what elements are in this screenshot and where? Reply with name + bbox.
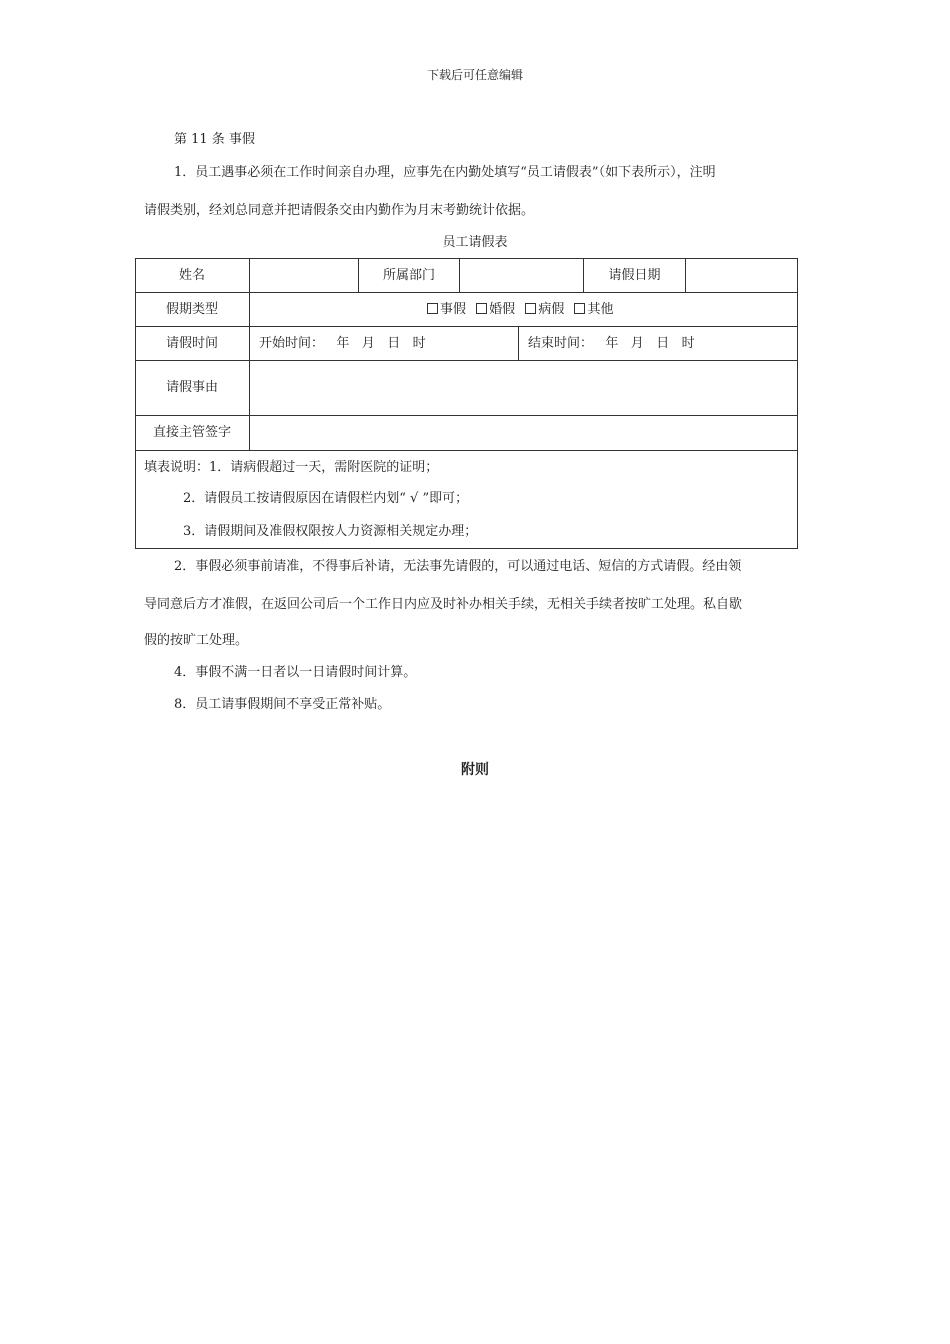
signature-label: 直接主管签字 bbox=[152, 425, 231, 440]
notes-line1: 填表说明：1．请病假超过一天，需附医院的证明； bbox=[144, 460, 439, 475]
para1-line1: 1．员工遇事必须在工作时间亲自办理，应事先在内勤处填写“员工请假表”（如下表所示），注明 bbox=[174, 165, 716, 180]
para1-line2: 请假类别，经刘总同意并把请假条交由内勤作为月末考勤统计依据。 bbox=[144, 203, 535, 218]
type-label: 假期类型 bbox=[165, 302, 218, 317]
para2-line3: 假的按旷工处理。 bbox=[144, 633, 249, 648]
checkbox-icon[interactable] bbox=[574, 303, 585, 314]
checkbox-icon[interactable] bbox=[476, 303, 487, 314]
section-title: 第 11 条 事假 bbox=[174, 132, 255, 147]
reason-label: 请假事由 bbox=[165, 380, 218, 395]
signature-field[interactable] bbox=[250, 416, 797, 450]
notes-line2: 2．请假员工按请假原因在请假栏内划“ √ ”即可； bbox=[183, 491, 469, 506]
leave-request-form bbox=[135, 258, 798, 549]
reason-field[interactable] bbox=[250, 361, 797, 415]
para4: 4．事假不满一日者以一日请假时间计算。 bbox=[174, 665, 417, 680]
option-other[interactable]: 其他 bbox=[574, 302, 613, 317]
dept-label: 所属部门 bbox=[382, 268, 435, 283]
name-label: 姓名 bbox=[178, 268, 205, 283]
date-label: 请假日期 bbox=[608, 268, 661, 283]
checkbox-icon[interactable] bbox=[525, 303, 536, 314]
checkbox-icon[interactable] bbox=[427, 303, 438, 314]
start-time-field[interactable]: 开始时间： 年 月 日 时 bbox=[259, 336, 426, 351]
dept-field[interactable] bbox=[460, 258, 583, 292]
option-marriage[interactable]: 婚假 bbox=[476, 302, 515, 317]
end-time-field[interactable]: 结束时间： 年 月 日 时 bbox=[528, 336, 695, 351]
date-field[interactable] bbox=[686, 258, 797, 292]
form-title: 员工请假表 bbox=[442, 235, 508, 250]
notes-line3: 3．请假期间及准假权限按人力资源相关规定办理； bbox=[183, 524, 478, 539]
appendix-title: 附则 bbox=[461, 762, 489, 778]
para2-line1: 2．事假必须事前请准，不得事后补请，无法事先请假的，可以通过电话、短信的方式请假。经由领 bbox=[174, 559, 742, 574]
para2-line2: 导同意后方才准假，在返回公司后一个工作日内应及时补办相关手续，无相关手续者按旷工处理。私自歇 bbox=[144, 597, 743, 612]
para8: 8．员工请事假期间不享受正常补贴。 bbox=[174, 697, 391, 712]
name-field[interactable] bbox=[250, 258, 358, 292]
type-options bbox=[427, 298, 619, 317]
header-note: 下载后可任意编辑 bbox=[426, 68, 523, 82]
time-label: 请假时间 bbox=[165, 336, 218, 351]
option-sick[interactable]: 病假 bbox=[525, 302, 564, 317]
option-personal[interactable]: 事假 bbox=[427, 302, 466, 317]
